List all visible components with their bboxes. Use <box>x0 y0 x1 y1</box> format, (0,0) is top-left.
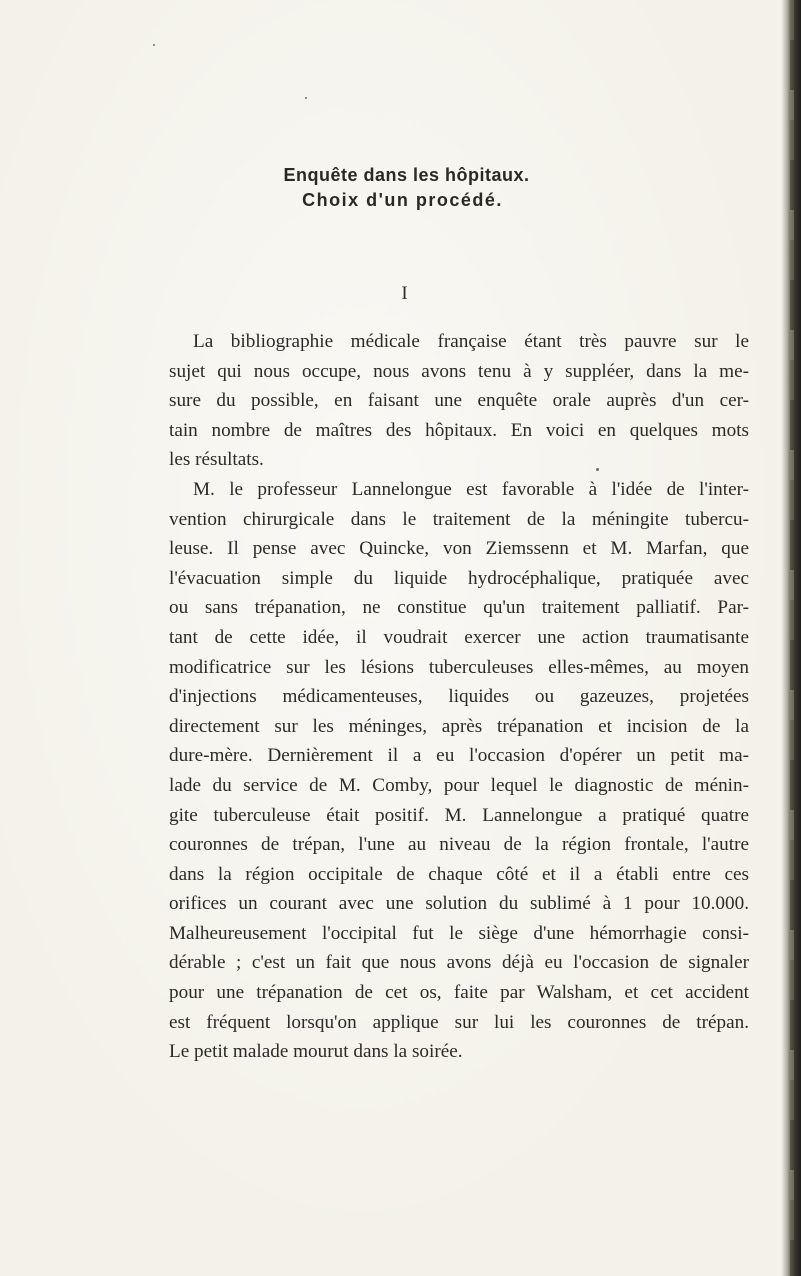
text-line: sujet qui nous occupe, nous avons tenu à y suppléer, dans la me- <box>169 360 749 382</box>
body-paragraphs <box>169 327 749 1067</box>
book-edge-pages <box>790 0 794 1276</box>
text-line: lade du service de M. Comby, pour lequel le diagnostic de ménin- <box>169 774 749 796</box>
text-line: ou sans trépanation, ne constitue qu'un traitement palliatif. Par- <box>169 597 749 619</box>
text-line: couronnes de trépan, l'une au niveau de la région frontale, l'autre <box>169 834 749 856</box>
section-number: I <box>401 283 408 304</box>
text-line: dérable ; c'est un fait que nous avons déjà eu l'occasion de signaler <box>169 952 749 974</box>
chapter-subtitle: Choix d'un procédé. <box>302 190 503 210</box>
chapter-title: Enquête dans les hôpitaux. <box>283 165 530 185</box>
text-line: les résultats. <box>169 449 264 471</box>
text-line: est fréquent lorsqu'on applique sur lui les couronnes de trépan. <box>169 1011 749 1033</box>
text-line: d'injections médicamenteuses, liquides ou gazeuzes, projetées <box>169 686 749 708</box>
text-line: Malheureusement l'occipital fut le siège d'une hémorrhagie consi- <box>169 922 749 944</box>
text-line: vention chirurgicale dans le traitement de la méningite tubercu- <box>169 508 749 530</box>
text-line: leuse. Il pense avec Quincke, von Ziemssenn et M. Marfan, que <box>169 538 749 560</box>
text-line: dans la région occipitale de chaque côté et il a établi entre ces <box>169 863 749 885</box>
text-line: modificatrice sur les lésions tuberculeuses elles-mêmes, au moyen <box>169 656 749 678</box>
text-line: pour une trépanation de cet os, faite par Walsham, et cet accident <box>169 982 749 1004</box>
text-line: La bibliographie médicale française étant très pauvre sur le <box>193 331 749 352</box>
text-line: sure du possible, en faisant une enquête orale auprès d'un cer- <box>169 390 749 412</box>
text-line: l'évacuation simple du liquide hydrocéphalique, pratiquée avec <box>169 567 749 589</box>
text-line: dure-mère. Dernièrement il a eu l'occasion d'opérer un petit ma- <box>169 745 749 767</box>
text-line: orifices un courant avec une solution du sublimé à 1 pour 10.000. <box>169 893 749 915</box>
paper-speck <box>153 44 155 46</box>
text-line: Le petit malade mourut dans la soirée. <box>169 1041 463 1063</box>
text-line: gite tuberculeuse était positif. M. Lannelongue a pratiqué quatre <box>169 804 749 826</box>
text-line: tain nombre de maîtres des hôpitaux. En voici en quelques mots <box>169 419 749 441</box>
text-line: directement sur les méninges, après trépanation et incision de la <box>169 715 749 737</box>
paper-speck <box>305 97 307 99</box>
text-line: tant de cette idée, il voudrait exercer une action traumatisante <box>169 626 749 648</box>
text-line: M. le professeur Lannelongue est favorable à l'idée de l'inter- <box>193 478 749 500</box>
